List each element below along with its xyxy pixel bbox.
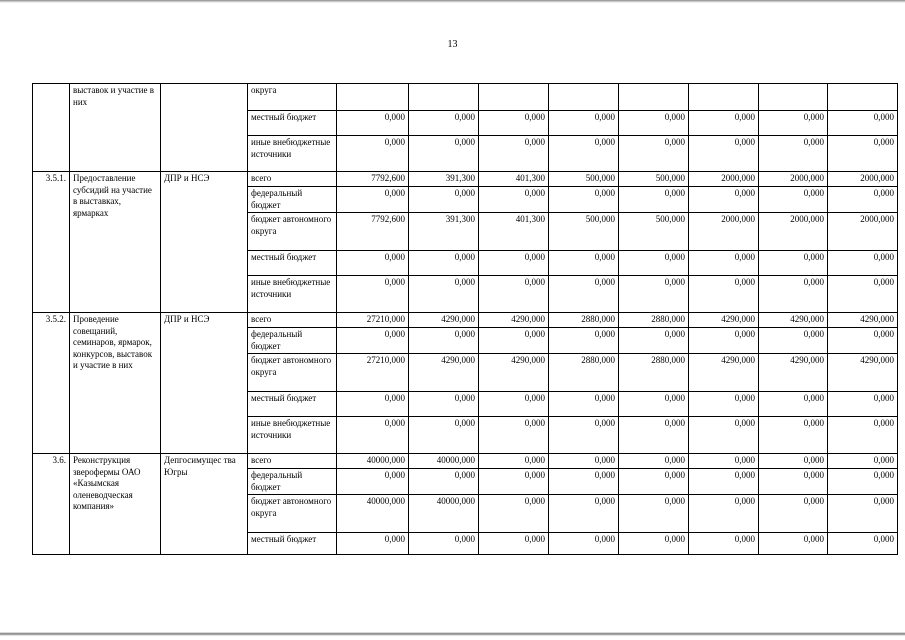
amount-cell: 500,000	[549, 172, 619, 187]
amount-cell: 0,000	[759, 276, 828, 313]
amount-cell: 2000,000	[828, 213, 898, 251]
amount-cell: 40000,000	[409, 495, 479, 533]
amount-cell: 0,000	[337, 276, 409, 313]
amount-cell: 401,300	[479, 213, 549, 251]
amount-cell: 0,000	[549, 533, 619, 555]
funding-source: федеральный бюджет	[248, 328, 337, 354]
amount-cell: 4290,000	[828, 313, 898, 328]
amount-cell: 0,000	[689, 187, 759, 213]
amount-cell: 0,000	[619, 328, 689, 354]
amount-cell: 27210,000	[337, 354, 409, 392]
amount-cell: 0,000	[409, 276, 479, 313]
funding-source: бюджет автономного округа	[248, 495, 337, 533]
amount-cell: 0,000	[759, 136, 828, 172]
amount-cell	[828, 84, 898, 111]
amount-cell	[337, 84, 409, 111]
amount-cell: 2000,000	[759, 172, 828, 187]
amount-cell: 0,000	[409, 111, 479, 136]
amount-cell: 4290,000	[479, 354, 549, 392]
funding-source: всего	[248, 454, 337, 469]
amount-cell: 0,000	[337, 187, 409, 213]
amount-cell: 2880,000	[619, 354, 689, 392]
amount-cell: 2880,000	[619, 313, 689, 328]
amount-cell: 0,000	[619, 417, 689, 454]
amount-cell: 0,000	[549, 454, 619, 469]
amount-cell: 0,000	[828, 417, 898, 454]
amount-cell: 0,000	[549, 469, 619, 495]
amount-cell: 7792,600	[337, 172, 409, 187]
table-row	[33, 454, 898, 469]
amount-cell	[619, 84, 689, 111]
funding-source: всего	[248, 172, 337, 187]
amount-cell: 0,000	[759, 251, 828, 276]
amount-cell: 0,000	[619, 136, 689, 172]
amount-cell: 40000,000	[337, 495, 409, 533]
amount-cell: 0,000	[549, 251, 619, 276]
funding-source: федеральный бюджет	[248, 187, 337, 213]
amount-cell: 500,000	[619, 213, 689, 251]
item-name: Предоставление субсидий на участие в выставках, ярмарках	[70, 172, 161, 313]
amount-cell: 0,000	[549, 276, 619, 313]
amount-cell: 7792,600	[337, 213, 409, 251]
table-row	[33, 172, 898, 187]
amount-cell: 0,000	[619, 469, 689, 495]
amount-cell: 0,000	[689, 111, 759, 136]
amount-cell: 0,000	[479, 187, 549, 213]
amount-cell: 0,000	[619, 392, 689, 417]
amount-cell: 0,000	[479, 469, 549, 495]
amount-cell: 0,000	[479, 251, 549, 276]
budget-table	[32, 83, 898, 555]
funding-source: иные внебюджетные источники	[248, 276, 337, 313]
amount-cell: 500,000	[549, 213, 619, 251]
funding-source: всего	[248, 313, 337, 328]
item-executor: ДПР и НСЭ	[161, 313, 248, 454]
amount-cell: 0,000	[337, 392, 409, 417]
amount-cell: 0,000	[689, 495, 759, 533]
amount-cell: 0,000	[409, 533, 479, 555]
amount-cell: 0,000	[828, 392, 898, 417]
amount-cell: 0,000	[828, 251, 898, 276]
amount-cell: 0,000	[549, 328, 619, 354]
amount-cell: 2000,000	[689, 172, 759, 187]
amount-cell	[479, 84, 549, 111]
funding-source: иные внебюджетные источники	[248, 136, 337, 172]
amount-cell: 0,000	[337, 111, 409, 136]
amount-cell: 2000,000	[689, 213, 759, 251]
amount-cell: 0,000	[689, 251, 759, 276]
item-number: 3.5.2.	[33, 313, 70, 454]
amount-cell: 4290,000	[409, 313, 479, 328]
amount-cell: 0,000	[549, 495, 619, 533]
amount-cell	[549, 84, 619, 111]
amount-cell: 0,000	[828, 136, 898, 172]
amount-cell: 0,000	[689, 276, 759, 313]
amount-cell	[689, 84, 759, 111]
amount-cell: 4290,000	[828, 354, 898, 392]
funding-source: округа	[248, 84, 337, 111]
funding-source: местный бюджет	[248, 392, 337, 417]
funding-source: федеральный бюджет	[248, 469, 337, 495]
amount-cell: 2880,000	[549, 313, 619, 328]
amount-cell: 0,000	[549, 111, 619, 136]
amount-cell: 0,000	[828, 533, 898, 555]
amount-cell: 0,000	[549, 136, 619, 172]
amount-cell: 0,000	[828, 469, 898, 495]
amount-cell: 0,000	[409, 251, 479, 276]
amount-cell: 40000,000	[337, 454, 409, 469]
funding-source: местный бюджет	[248, 251, 337, 276]
amount-cell: 0,000	[828, 111, 898, 136]
amount-cell: 0,000	[479, 533, 549, 555]
amount-cell: 0,000	[828, 454, 898, 469]
item-name: выставок и участие в них	[70, 84, 161, 172]
amount-cell: 4290,000	[759, 313, 828, 328]
amount-cell: 0,000	[549, 392, 619, 417]
amount-cell: 0,000	[479, 276, 549, 313]
funding-source: местный бюджет	[248, 111, 337, 136]
amount-cell: 0,000	[689, 328, 759, 354]
amount-cell	[409, 84, 479, 111]
amount-cell: 0,000	[409, 392, 479, 417]
amount-cell: 0,000	[479, 328, 549, 354]
amount-cell: 0,000	[689, 469, 759, 495]
funding-source: иные внебюджетные источники	[248, 417, 337, 454]
page-number: 13	[447, 39, 458, 50]
amount-cell: 0,000	[759, 454, 828, 469]
amount-cell: 0,000	[619, 276, 689, 313]
amount-cell: 0,000	[337, 328, 409, 354]
amount-cell: 0,000	[619, 454, 689, 469]
scan-edge-top	[0, 0, 905, 3]
amount-cell: 0,000	[479, 495, 549, 533]
amount-cell: 0,000	[759, 111, 828, 136]
amount-cell: 0,000	[409, 328, 479, 354]
amount-cell: 0,000	[619, 111, 689, 136]
amount-cell: 4290,000	[689, 354, 759, 392]
amount-cell: 0,000	[759, 417, 828, 454]
amount-cell: 0,000	[409, 187, 479, 213]
item-executor: Депгосимущес тва Югры	[161, 454, 248, 555]
amount-cell: 0,000	[828, 495, 898, 533]
amount-cell: 2000,000	[828, 172, 898, 187]
amount-cell: 500,000	[619, 172, 689, 187]
item-number	[33, 84, 70, 172]
amount-cell	[759, 84, 828, 111]
item-name: Реконструкция зверофермы ОАО «Казымская оленеводческая компания»	[70, 454, 161, 555]
amount-cell: 0,000	[409, 136, 479, 172]
amount-cell: 0,000	[689, 417, 759, 454]
amount-cell: 0,000	[759, 495, 828, 533]
amount-cell: 4290,000	[479, 313, 549, 328]
item-executor: ДПР и НСЭ	[161, 172, 248, 313]
amount-cell: 0,000	[828, 328, 898, 354]
budget-body	[33, 84, 898, 555]
amount-cell: 0,000	[689, 454, 759, 469]
amount-cell: 0,000	[479, 417, 549, 454]
scan-edge-bottom	[0, 632, 905, 636]
amount-cell: 0,000	[619, 495, 689, 533]
item-name: Проведение совещаний, семинаров, ярмарок, конкурсов, выставок и участие в них	[70, 313, 161, 454]
amount-cell: 0,000	[828, 276, 898, 313]
amount-cell: 0,000	[759, 187, 828, 213]
funding-source: бюджет автономного округа	[248, 354, 337, 392]
item-number: 3.6.	[33, 454, 70, 555]
table-row	[33, 84, 898, 111]
amount-cell: 0,000	[409, 417, 479, 454]
amount-cell: 0,000	[689, 136, 759, 172]
amount-cell: 0,000	[549, 417, 619, 454]
amount-cell: 4290,000	[409, 354, 479, 392]
funding-source: местный бюджет	[248, 533, 337, 555]
amount-cell: 0,000	[479, 136, 549, 172]
amount-cell: 0,000	[759, 469, 828, 495]
amount-cell: 0,000	[337, 251, 409, 276]
amount-cell: 0,000	[337, 417, 409, 454]
amount-cell: 0,000	[689, 392, 759, 417]
amount-cell: 4290,000	[759, 354, 828, 392]
amount-cell: 0,000	[689, 533, 759, 555]
amount-cell: 0,000	[479, 454, 549, 469]
amount-cell: 0,000	[479, 111, 549, 136]
amount-cell: 40000,000	[409, 454, 479, 469]
amount-cell: 0,000	[337, 469, 409, 495]
amount-cell: 0,000	[619, 533, 689, 555]
funding-source: бюджет автономного округа	[248, 213, 337, 251]
table-row	[33, 313, 898, 328]
amount-cell: 0,000	[479, 392, 549, 417]
amount-cell: 0,000	[759, 328, 828, 354]
amount-cell: 0,000	[619, 187, 689, 213]
amount-cell: 401,300	[479, 172, 549, 187]
item-executor	[161, 84, 248, 172]
amount-cell: 0,000	[828, 187, 898, 213]
amount-cell: 4290,000	[689, 313, 759, 328]
amount-cell: 2880,000	[549, 354, 619, 392]
item-number: 3.5.1.	[33, 172, 70, 313]
amount-cell: 391,300	[409, 213, 479, 251]
amount-cell: 0,000	[759, 392, 828, 417]
amount-cell: 0,000	[337, 533, 409, 555]
amount-cell: 27210,000	[337, 313, 409, 328]
amount-cell: 2000,000	[759, 213, 828, 251]
amount-cell: 0,000	[549, 187, 619, 213]
amount-cell: 0,000	[759, 533, 828, 555]
amount-cell: 0,000	[409, 469, 479, 495]
amount-cell: 0,000	[337, 136, 409, 172]
amount-cell: 391,300	[409, 172, 479, 187]
amount-cell: 0,000	[619, 251, 689, 276]
